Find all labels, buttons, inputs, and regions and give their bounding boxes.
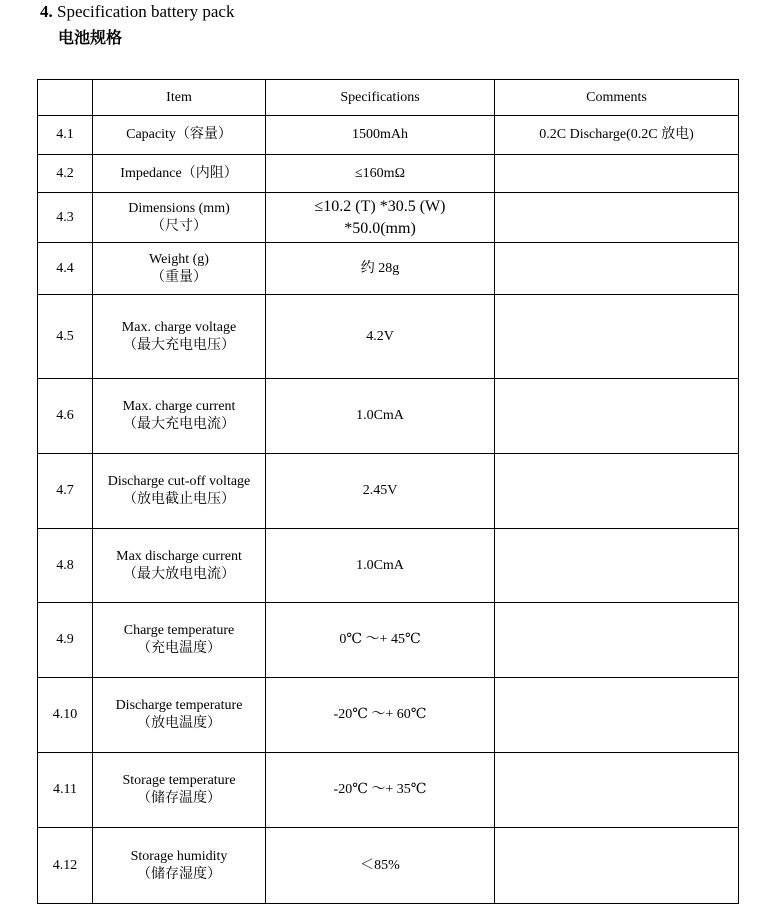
item-cell [93, 753, 266, 828]
comment-cell [495, 295, 739, 379]
item-label: Max discharge current [116, 548, 242, 564]
row-number: 4.6 [38, 379, 93, 454]
comment-cell [495, 243, 739, 295]
item-label: Capacity（容量） [126, 127, 232, 142]
comment-cell [495, 753, 739, 828]
row-number: 4.1 [38, 116, 93, 155]
spec-value: 4.2V [266, 295, 495, 379]
table-row [38, 678, 739, 753]
item-label-cn: （最大放电电流） [123, 566, 235, 582]
item-label-cn: （最大充电电压） [123, 337, 235, 353]
item-label-cn: （充电温度） [137, 641, 221, 656]
table-row [38, 828, 739, 904]
item-label: Max. charge current [122, 399, 236, 414]
item-label-cn: （储存温度） [137, 791, 221, 806]
item-label-cn: （放电温度） [137, 716, 221, 731]
row-number: 4.3 [38, 193, 93, 243]
row-number: 4.5 [38, 295, 93, 379]
spec-value: 约 28g [266, 243, 495, 295]
section-heading [40, 2, 234, 22]
spec-value: -20℃ ～+ 35℃ [266, 753, 495, 828]
item-cell [93, 155, 266, 193]
table-row [38, 116, 739, 155]
item-cell [93, 603, 266, 678]
spec-value-continued: *50.0(mm) [344, 219, 416, 237]
comment-cell [495, 678, 739, 753]
item-label: Storage humidity [130, 848, 228, 864]
table-row [38, 379, 739, 454]
section-title: Specification battery pack [57, 2, 235, 21]
row-number: 4.12 [38, 828, 93, 904]
table-row [38, 753, 739, 828]
item-cell [93, 379, 266, 454]
item-label-cn: （最大充电电流） [123, 417, 235, 432]
item-label: Discharge cut-off voltage [107, 474, 251, 489]
table-row [38, 295, 739, 379]
spec-value: 2.45V [266, 454, 495, 529]
row-number: 4.10 [38, 678, 93, 753]
item-label: Storage temperature [122, 773, 236, 788]
spec-value: 1.0CmA [266, 379, 495, 454]
comment-cell [495, 603, 739, 678]
comment-cell [495, 193, 739, 243]
item-label-cn: （尺寸） [151, 218, 207, 234]
item-label: Weight (g) [149, 251, 209, 267]
item-label: Discharge temperature [115, 698, 243, 713]
comment-cell [495, 155, 739, 193]
item-cell [93, 529, 266, 603]
header-no [38, 80, 93, 116]
spec-value: ≤160mΩ [266, 155, 495, 193]
header-row [38, 80, 739, 116]
header-specifications: Specifications [266, 80, 495, 116]
spec-value: 1500mAh [266, 116, 495, 155]
table-row [38, 193, 739, 243]
item-label: Charge temperature [123, 623, 235, 638]
comment-cell: 0.2C Discharge(0.2C 放电) [495, 116, 739, 155]
item-cell [93, 295, 266, 379]
comment-cell [495, 454, 739, 529]
item-cell [93, 116, 266, 155]
spec-value: ＜85% [266, 828, 495, 904]
header-comments: Comments [495, 80, 739, 116]
table-row [38, 603, 739, 678]
comment-cell [495, 379, 739, 454]
table-row [38, 155, 739, 193]
spec-value: 0℃ ～+ 45℃ [266, 603, 495, 678]
item-label: Max. charge voltage [121, 319, 237, 335]
item-label-cn: （重量） [151, 269, 207, 285]
row-number: 4.9 [38, 603, 93, 678]
item-cell [93, 678, 266, 753]
item-label: Impedance（内阻） [120, 165, 238, 181]
item-cell [93, 454, 266, 529]
item-label: Dimensions (mm) [128, 200, 230, 216]
section-subtitle: 电池规格 [58, 28, 123, 47]
item-cell [93, 193, 266, 243]
spec-value: ≤10.2 (T) *30.5 (W) [314, 197, 446, 215]
table-row [38, 454, 739, 529]
row-number: 4.4 [38, 243, 93, 295]
row-number: 4.2 [38, 155, 93, 193]
item-label-cn: （储存湿度） [137, 866, 221, 882]
table-row [38, 529, 739, 603]
spec-value: -20℃ ～+ 60℃ [266, 678, 495, 753]
spec-table [37, 79, 739, 904]
comment-cell [495, 529, 739, 603]
item-cell [93, 243, 266, 295]
row-number: 4.7 [38, 454, 93, 529]
spec-cell [266, 193, 495, 243]
comment-cell [495, 828, 739, 904]
table-row [38, 243, 739, 295]
item-label-cn: （放电截止电压） [123, 492, 235, 507]
header-item: Item [93, 80, 266, 116]
row-number: 4.11 [38, 753, 93, 828]
row-number: 4.8 [38, 529, 93, 603]
section-number: 4. [40, 2, 53, 21]
spec-value: 1.0CmA [266, 529, 495, 603]
item-cell [93, 828, 266, 904]
